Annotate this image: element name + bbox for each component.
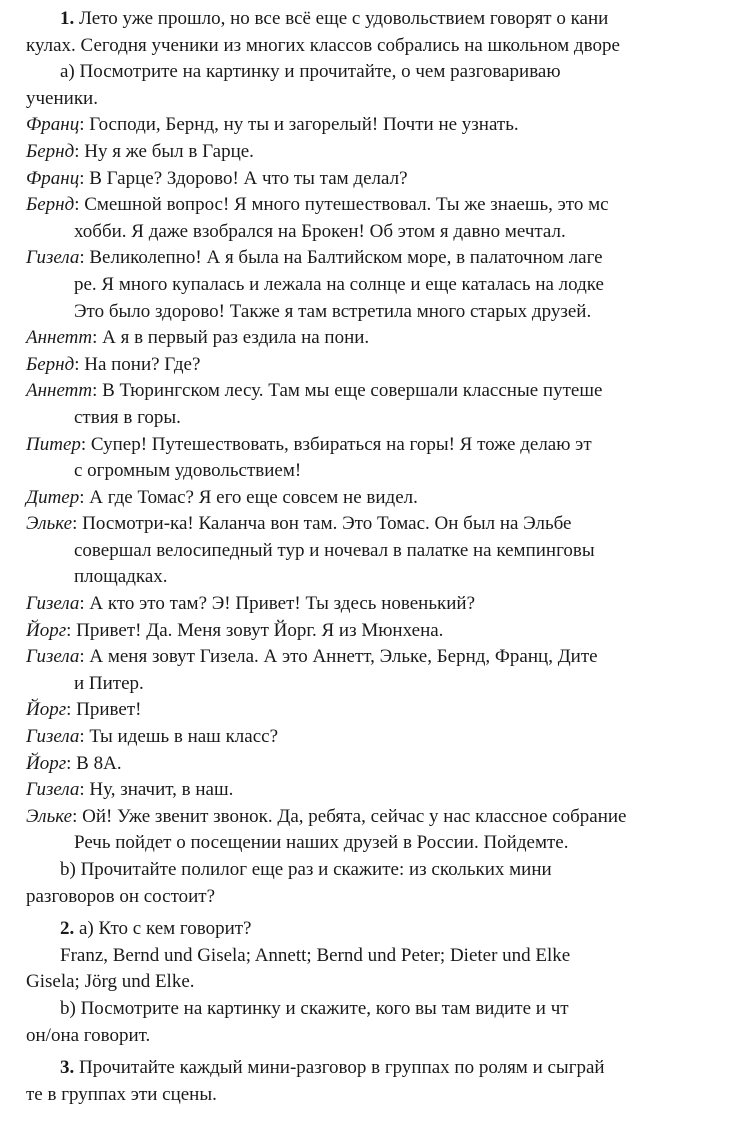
- speaker-name: Гизела: [26, 779, 80, 801]
- ex1-task-b-line-2: разговоров он состоит?: [26, 885, 216, 907]
- ex1-task-a-line-1: а) Посмотрите на картинку и прочитайте, о чем разговариваю: [60, 61, 561, 83]
- dialogue-line: Аннетт: В Тюрингском лесу. Там мы еще совершали классные путеше: [26, 380, 603, 402]
- dialogue-line: Бернд: Ну я же был в Гарце.: [26, 140, 254, 162]
- ex1-task-b-line-1: b) Прочитайте полилог еще раз и скажите: из скольких мини: [60, 859, 552, 880]
- dialogue-line: Гизела: А кто это там? Э! Привет! Ты здесь новенький?: [26, 593, 475, 615]
- ex2-number: 2.: [60, 918, 75, 940]
- dialogue-continuation: Это было здорово! Также я там встретила много старых друзей.: [74, 300, 592, 322]
- dialogue-line: Йорг: Привет! Да. Меня зовут Йорг. Я из Мюнхена.: [26, 619, 444, 641]
- speaker-name: Дитер: [26, 486, 80, 508]
- speaker-name: Аннетт: [26, 327, 93, 349]
- ex1-number: 1.: [60, 8, 75, 29]
- page-text: [26, 6, 730, 1108]
- speaker-name: Гизела: [26, 247, 80, 269]
- ex3-number: 3.: [60, 1057, 75, 1079]
- ex1-intro-line-2: кулах. Сегодня ученики из многих классов собрались на школьном дворе: [26, 34, 620, 56]
- speaker-name: Бернд: [26, 140, 75, 162]
- dialogue-line: Франц: В Гарце? Здорово! А что ты там делал?: [26, 167, 408, 189]
- dialogue-line: Бернд: На пони? Где?: [26, 353, 201, 375]
- speaker-name: Франц: [26, 114, 80, 136]
- speaker-name: Бернд: [26, 353, 75, 375]
- speaker-name: Йорг: [26, 699, 67, 721]
- ex2-groups-line-1: Franz, Bernd und Gisela; Annett; Bernd und Peter; Dieter und Elke: [60, 944, 571, 966]
- dialogue-line: Гизела: А меня зовут Гизела. А это Аннетт, Эльке, Бернд, Франц, Дите: [26, 646, 598, 668]
- ex2-groups-line-2: Gisela; Jörg und Elke.: [26, 971, 195, 993]
- speaker-name: Аннетт: [26, 380, 93, 402]
- dialogue-line: Гизела: Ты идешь в наш класс?: [26, 726, 279, 748]
- ex2-task-b-line-2: он/она говорит.: [26, 1024, 151, 1046]
- dialogue-line: Дитер: А где Томас? Я его еще совсем не видел.: [26, 486, 418, 508]
- dialogue-line: Эльке: Ой! Уже звенит звонок. Да, ребята, сейчас у нас классное собрание: [26, 805, 627, 827]
- dialogue-line: Гизела: Великолепно! А я была на Балтийском море, в палаточном лаге: [26, 247, 603, 269]
- ex3-line-1: 3. Прочитайте каждый мини-разговор в группах по ролям и сыграй: [60, 1057, 605, 1079]
- dialogue-continuation: и Питер.: [74, 672, 144, 694]
- dialogue-continuation: Речь пойдет о посещении наших друзей в России. Пойдемте.: [74, 832, 569, 854]
- ex3-line-2: те в группах эти сцены.: [26, 1083, 217, 1105]
- dialogue-line: Гизела: Ну, значит, в наш.: [26, 779, 234, 801]
- dialogue-continuation: ствия в горы.: [74, 406, 181, 428]
- speaker-name: Гизела: [26, 593, 80, 615]
- ex2-task-b-line-1: b) Посмотрите на картинку и скажите, кого вы там видите и чт: [60, 997, 569, 1019]
- speaker-name: Питер: [26, 433, 81, 455]
- dialogue-line: Йорг: В 8А.: [26, 752, 122, 774]
- speaker-name: Йорг: [26, 752, 67, 774]
- speaker-name: Эльке: [26, 805, 73, 827]
- ex1-intro-line-1: 1. Лето уже прошло, но все всё еще с удовольствием говорят о кани: [60, 8, 609, 29]
- ex2-task-a: 2. а) Кто с кем говорит?: [60, 918, 252, 940]
- speaker-name: Франц: [26, 167, 80, 189]
- speaker-name: Гизела: [26, 726, 80, 748]
- dialogue-continuation: совершал велосипедный тур и ночевал в палатке на кемпинговы: [74, 539, 595, 561]
- dialogue-line: Питер: Супер! Путешествовать, взбираться на горы! Я тоже делаю эт: [26, 433, 592, 455]
- dialogue-continuation: хобби. Я даже взобрался на Брокен! Об этом я давно мечтал.: [74, 220, 566, 242]
- dialogue-line: Бернд: Смешной вопрос! Я много путешествовал. Ты же знаешь, это мс: [26, 194, 609, 216]
- dialogue-line: Франц: Господи, Бернд, ну ты и загорелый! Почти не узнать.: [26, 114, 519, 136]
- dialogue-continuation: с огромным удовольствием!: [74, 460, 302, 482]
- dialogue-continuation: ре. Я много купалась и лежала на солнце и еще каталась на лодке: [74, 273, 604, 295]
- speaker-name: Бернд: [26, 194, 75, 216]
- speaker-name: Гизела: [26, 646, 80, 668]
- speaker-name: Эльке: [26, 513, 73, 535]
- dialogue-line: Йорг: Привет!: [26, 699, 142, 721]
- ex1-task-a-line-2: ученики.: [26, 87, 98, 109]
- dialogue-continuation: площадках.: [74, 566, 168, 588]
- speaker-name: Йорг: [26, 619, 67, 641]
- dialogue-line: Эльке: Посмотри-ка! Каланча вон там. Это Томас. Он был на Эльбе: [26, 513, 572, 535]
- dialogue-line: Аннетт: А я в первый раз ездила на пони.: [26, 327, 370, 349]
